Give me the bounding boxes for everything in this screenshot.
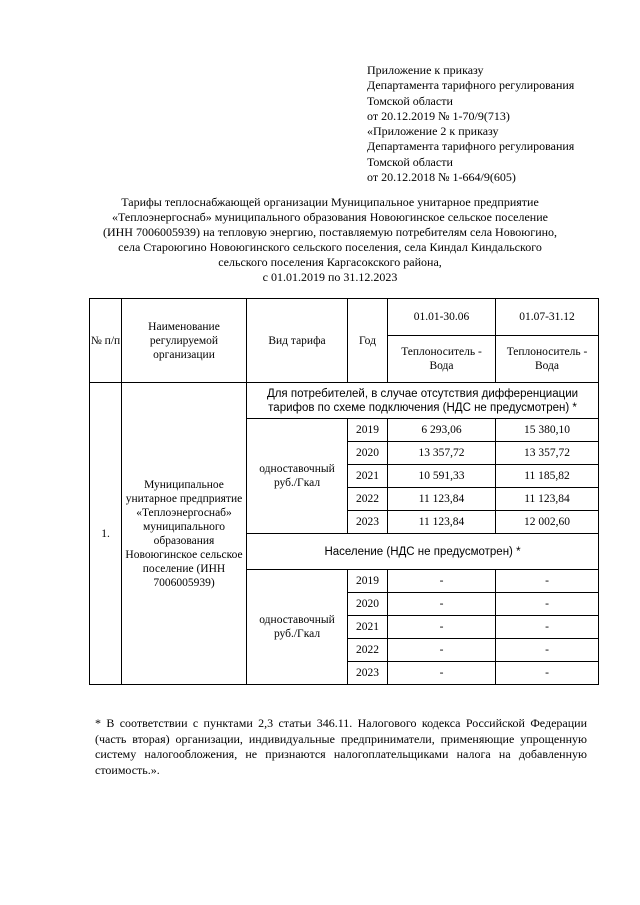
- year-cell: 2019: [348, 570, 388, 593]
- appendix-line: Томской области: [367, 154, 453, 169]
- year-cell: 2021: [348, 465, 388, 488]
- appendix-header: [367, 63, 574, 185]
- year-cell: 2023: [348, 662, 388, 685]
- header-tariff-type: Вид тарифа: [247, 299, 348, 383]
- value-cell: -: [388, 593, 496, 616]
- row-number: 1.: [90, 383, 122, 685]
- year-cell: 2020: [348, 593, 388, 616]
- value-cell: 13 357,72: [388, 442, 496, 465]
- year-cell: 2020: [348, 442, 388, 465]
- title-line: села Староюгино Новоюгинского сельского поселения, села Киндал Киндальского: [118, 240, 542, 254]
- value-cell: -: [496, 570, 599, 593]
- value-cell: -: [496, 662, 599, 685]
- tariff-type-cell: одноставочный руб./Гкал: [247, 419, 348, 534]
- header-period-2: 01.07-31.12: [496, 299, 599, 336]
- appendix-line: Департамента тарифного регулирования: [367, 139, 575, 154]
- value-cell: 11 185,82: [496, 465, 599, 488]
- year-cell: 2021: [348, 616, 388, 639]
- header-number: № п/п: [90, 299, 122, 383]
- title-line: (ИНН 7006005939) на тепловую энергию, поставляемую потребителям села Новоюгино,: [102, 225, 558, 239]
- group-title-consumers: Для потребителей, в случае отсутствия дифференциации тарифов по схеме подключения (НДС не предусмотрен) *: [247, 383, 599, 419]
- appendix-line: Департамента тарифного регулирования: [367, 78, 575, 93]
- header-year: Год: [348, 299, 388, 383]
- appendix-line: «Приложение 2 к приказу: [367, 124, 499, 139]
- value-cell: -: [496, 616, 599, 639]
- appendix-line: Приложение к приказу: [367, 63, 484, 77]
- value-cell: -: [388, 662, 496, 685]
- value-cell: -: [388, 616, 496, 639]
- title-line: сельского поселения Каргасокского района,: [218, 255, 442, 269]
- header-period-1: 01.01-30.06: [388, 299, 496, 336]
- appendix-line: от 20.12.2018 № 1-664/9(605): [367, 170, 516, 185]
- value-cell: 13 357,72: [496, 442, 599, 465]
- year-cell: 2022: [348, 639, 388, 662]
- value-cell: 15 380,10: [496, 419, 599, 442]
- value-cell: 10 591,33: [388, 465, 496, 488]
- appendix-line: Томской области: [367, 93, 453, 108]
- year-cell: 2022: [348, 488, 388, 511]
- value-cell: 6 293,06: [388, 419, 496, 442]
- organization-name: Муниципальное унитарное предприятие «Теплоэнергоснаб» муниципального образования Новоюгинское сельское поселение (ИНН 7006005939): [122, 383, 247, 685]
- value-cell: -: [496, 593, 599, 616]
- appendix-line: от 20.12.2019 № 1-70/9(713): [367, 108, 510, 123]
- document-title: [100, 195, 560, 285]
- value-cell: 12 002,60: [496, 511, 599, 534]
- value-cell: -: [496, 639, 599, 662]
- tariff-type-cell: одноставочный руб./Гкал: [247, 570, 348, 685]
- value-cell: 11 123,84: [388, 488, 496, 511]
- value-cell: -: [388, 639, 496, 662]
- header-organization: Наименование регулируемой организации: [122, 299, 247, 383]
- footnote: * В соответствии с пунктами 2,3 статьи 346.11. Налогового кодекса Российской Федерации (часть вторая) организации, индивидуальные предприниматели, применяющие упрощенную систему налогообложения, не признаются налогоплательщиками налога на добавленную стоимость.».: [95, 716, 587, 777]
- year-cell: 2019: [348, 419, 388, 442]
- year-cell: 2023: [348, 511, 388, 534]
- header-carrier-1: Теплоноситель - Вода: [388, 336, 496, 383]
- title-line: «Теплоэнергоснаб» муниципального образования Новоюгинское сельское поселение: [112, 210, 548, 224]
- value-cell: 11 123,84: [388, 511, 496, 534]
- value-cell: 11 123,84: [496, 488, 599, 511]
- title-line: с 01.01.2019 по 31.12.2023: [262, 270, 398, 284]
- title-line: Тарифы теплоснабжающей организации Муниципальное унитарное предприятие: [121, 195, 539, 209]
- tariff-table: [89, 298, 599, 685]
- header-carrier-2: Теплоноситель - Вода: [496, 336, 599, 383]
- group-title-population: Население (НДС не предусмотрен) *: [247, 534, 599, 570]
- value-cell: -: [388, 570, 496, 593]
